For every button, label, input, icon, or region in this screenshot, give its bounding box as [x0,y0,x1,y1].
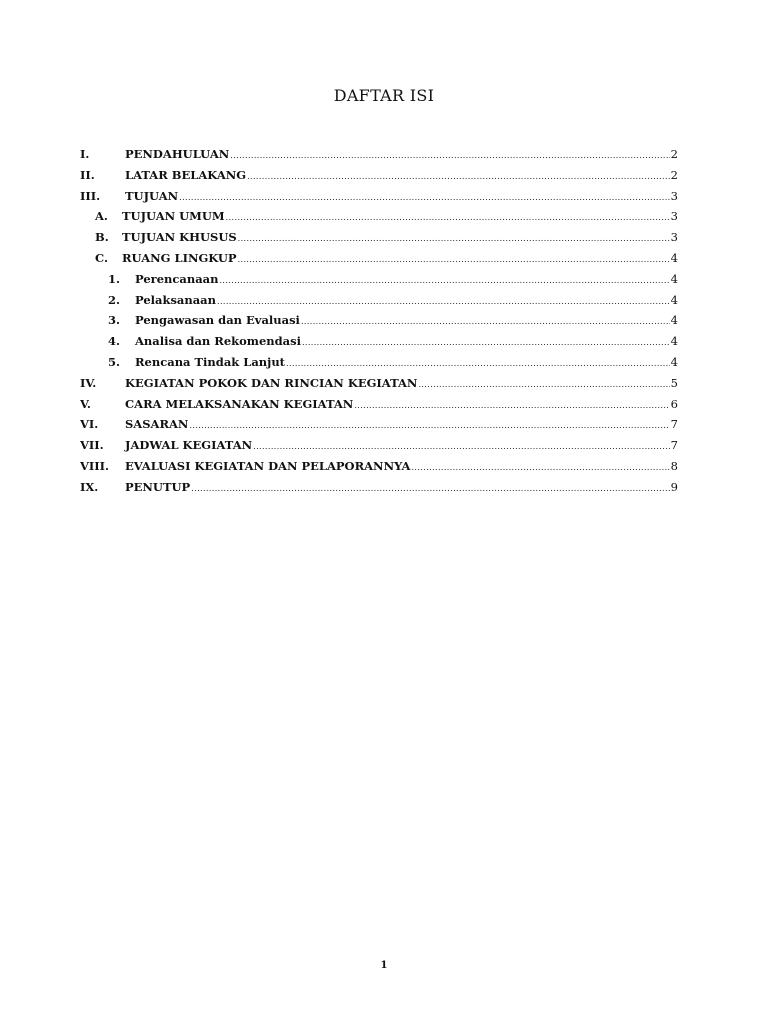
toc-entry-title: EVALUASI KEGIATAN DAN PELAPORANNYA [125,458,411,473]
toc-entry-page: 3 [670,209,678,224]
toc-entry-number: B. [95,230,109,245]
toc-entry-page: 2 [670,147,678,161]
toc-entry[interactable] [80,290,678,311]
toc-entry-number: C. [95,250,108,265]
toc-entry-page: 4 [670,250,678,265]
toc-entry-number: VII. [80,438,104,453]
toc-leader-dots [247,167,670,188]
toc-entry-title: TUJUAN UMUM [122,209,225,224]
toc-entry-title: Analisa dan Rekomendasi [135,334,301,349]
toc-entry-number: I. [80,147,90,161]
toc-leader-dots [217,292,670,313]
toc-entry-number: 2. [108,292,121,307]
toc-leader-dots [238,250,670,271]
toc-entry-title: LATAR BELAKANG [125,167,247,182]
toc-entry[interactable] [80,310,678,331]
toc-leader-dots [226,208,670,229]
toc-entry-page: 7 [670,417,678,432]
toc-entry-number: 1. [108,271,121,286]
toc-entry[interactable] [80,248,678,269]
toc-entry-title: TUJUAN KHUSUS [122,230,237,245]
toc-entry[interactable] [80,456,678,477]
toc-entry-title: Pelaksanaan [135,292,216,307]
toc-entry-number: V. [80,396,91,411]
toc-entry-title: PENDAHULUAN [125,147,230,161]
toc-entry-page: 7 [670,438,678,453]
toc-leader-dots [179,188,670,209]
toc-entry[interactable] [80,186,678,207]
toc-entry-title: Pengawasan dan Evaluasi [135,313,300,328]
toc-entry-page: 4 [670,292,678,307]
toc-leader-dots [302,333,670,354]
page-title: DAFTAR ISI [333,86,435,105]
toc-leader-dots [418,375,669,396]
toc-entry-number: IX. [80,479,99,494]
toc-entry-title: KEGIATAN POKOK DAN RINCIAN KEGIATAN [125,375,418,390]
toc-entry[interactable] [80,477,678,498]
toc-leader-dots [189,416,669,437]
toc-entry-title: RUANG LINGKUP [122,250,237,265]
toc-entry[interactable] [80,331,678,352]
toc-entry-number: III. [80,188,101,203]
toc-entry-page: 2 [670,167,678,182]
toc-leader-dots [301,312,670,333]
toc-entry-number: A. [95,209,108,224]
toc-entry[interactable] [80,352,678,373]
toc-entry-title: JADWAL KEGIATAN [125,438,253,453]
toc-entry[interactable] [80,165,678,186]
toc-entry-number: II. [80,167,95,182]
toc-entry[interactable] [80,144,678,165]
toc-leader-dots [354,396,669,417]
toc-entry-page: 4 [670,334,678,349]
page-number: 1 [380,960,388,971]
toc-entry-number: 3. [108,313,121,328]
toc-entry[interactable] [80,206,678,227]
toc-entry-title: PENUTUP [125,479,191,494]
toc-entry-title: CARA MELAKSANAKAN KEGIATAN [125,396,354,411]
toc-entry[interactable] [80,394,678,415]
toc-entry-number: 5. [108,354,121,369]
toc-entry[interactable] [80,227,678,248]
toc-entry-page: 3 [670,230,678,245]
toc-entry-number: VIII. [80,458,110,473]
toc-entry-title: TUJUAN [125,188,179,203]
toc-entry-page: 4 [670,313,678,328]
toc-leader-dots [219,271,669,292]
toc-leader-dots [286,354,670,375]
table-of-contents [80,144,678,498]
toc-entry-page: 4 [670,271,678,286]
toc-entry[interactable] [80,414,678,435]
toc-entry-title: Perencanaan [135,271,219,286]
toc-entry-page: 3 [670,188,678,203]
toc-entry-page: 4 [670,354,678,369]
toc-entry[interactable] [80,435,678,456]
toc-leader-dots [411,458,669,479]
toc-entry-title: SASARAN [125,417,189,432]
toc-entry[interactable] [80,269,678,290]
toc-entry-number: 4. [108,334,121,349]
toc-entry-page: 9 [670,479,678,494]
toc-entry-title: Rencana Tindak Lanjut [135,354,285,369]
toc-entry[interactable] [80,373,678,394]
toc-leader-dots [191,479,669,500]
toc-entry-number: IV. [80,375,97,390]
toc-entry-page: 5 [670,375,678,390]
toc-leader-dots [238,229,670,250]
toc-entry-page: 8 [670,458,678,473]
toc-leader-dots [253,437,670,458]
toc-entry-page: 6 [670,396,678,411]
toc-entry-number: VI. [80,417,99,432]
toc-leader-dots [230,146,669,167]
